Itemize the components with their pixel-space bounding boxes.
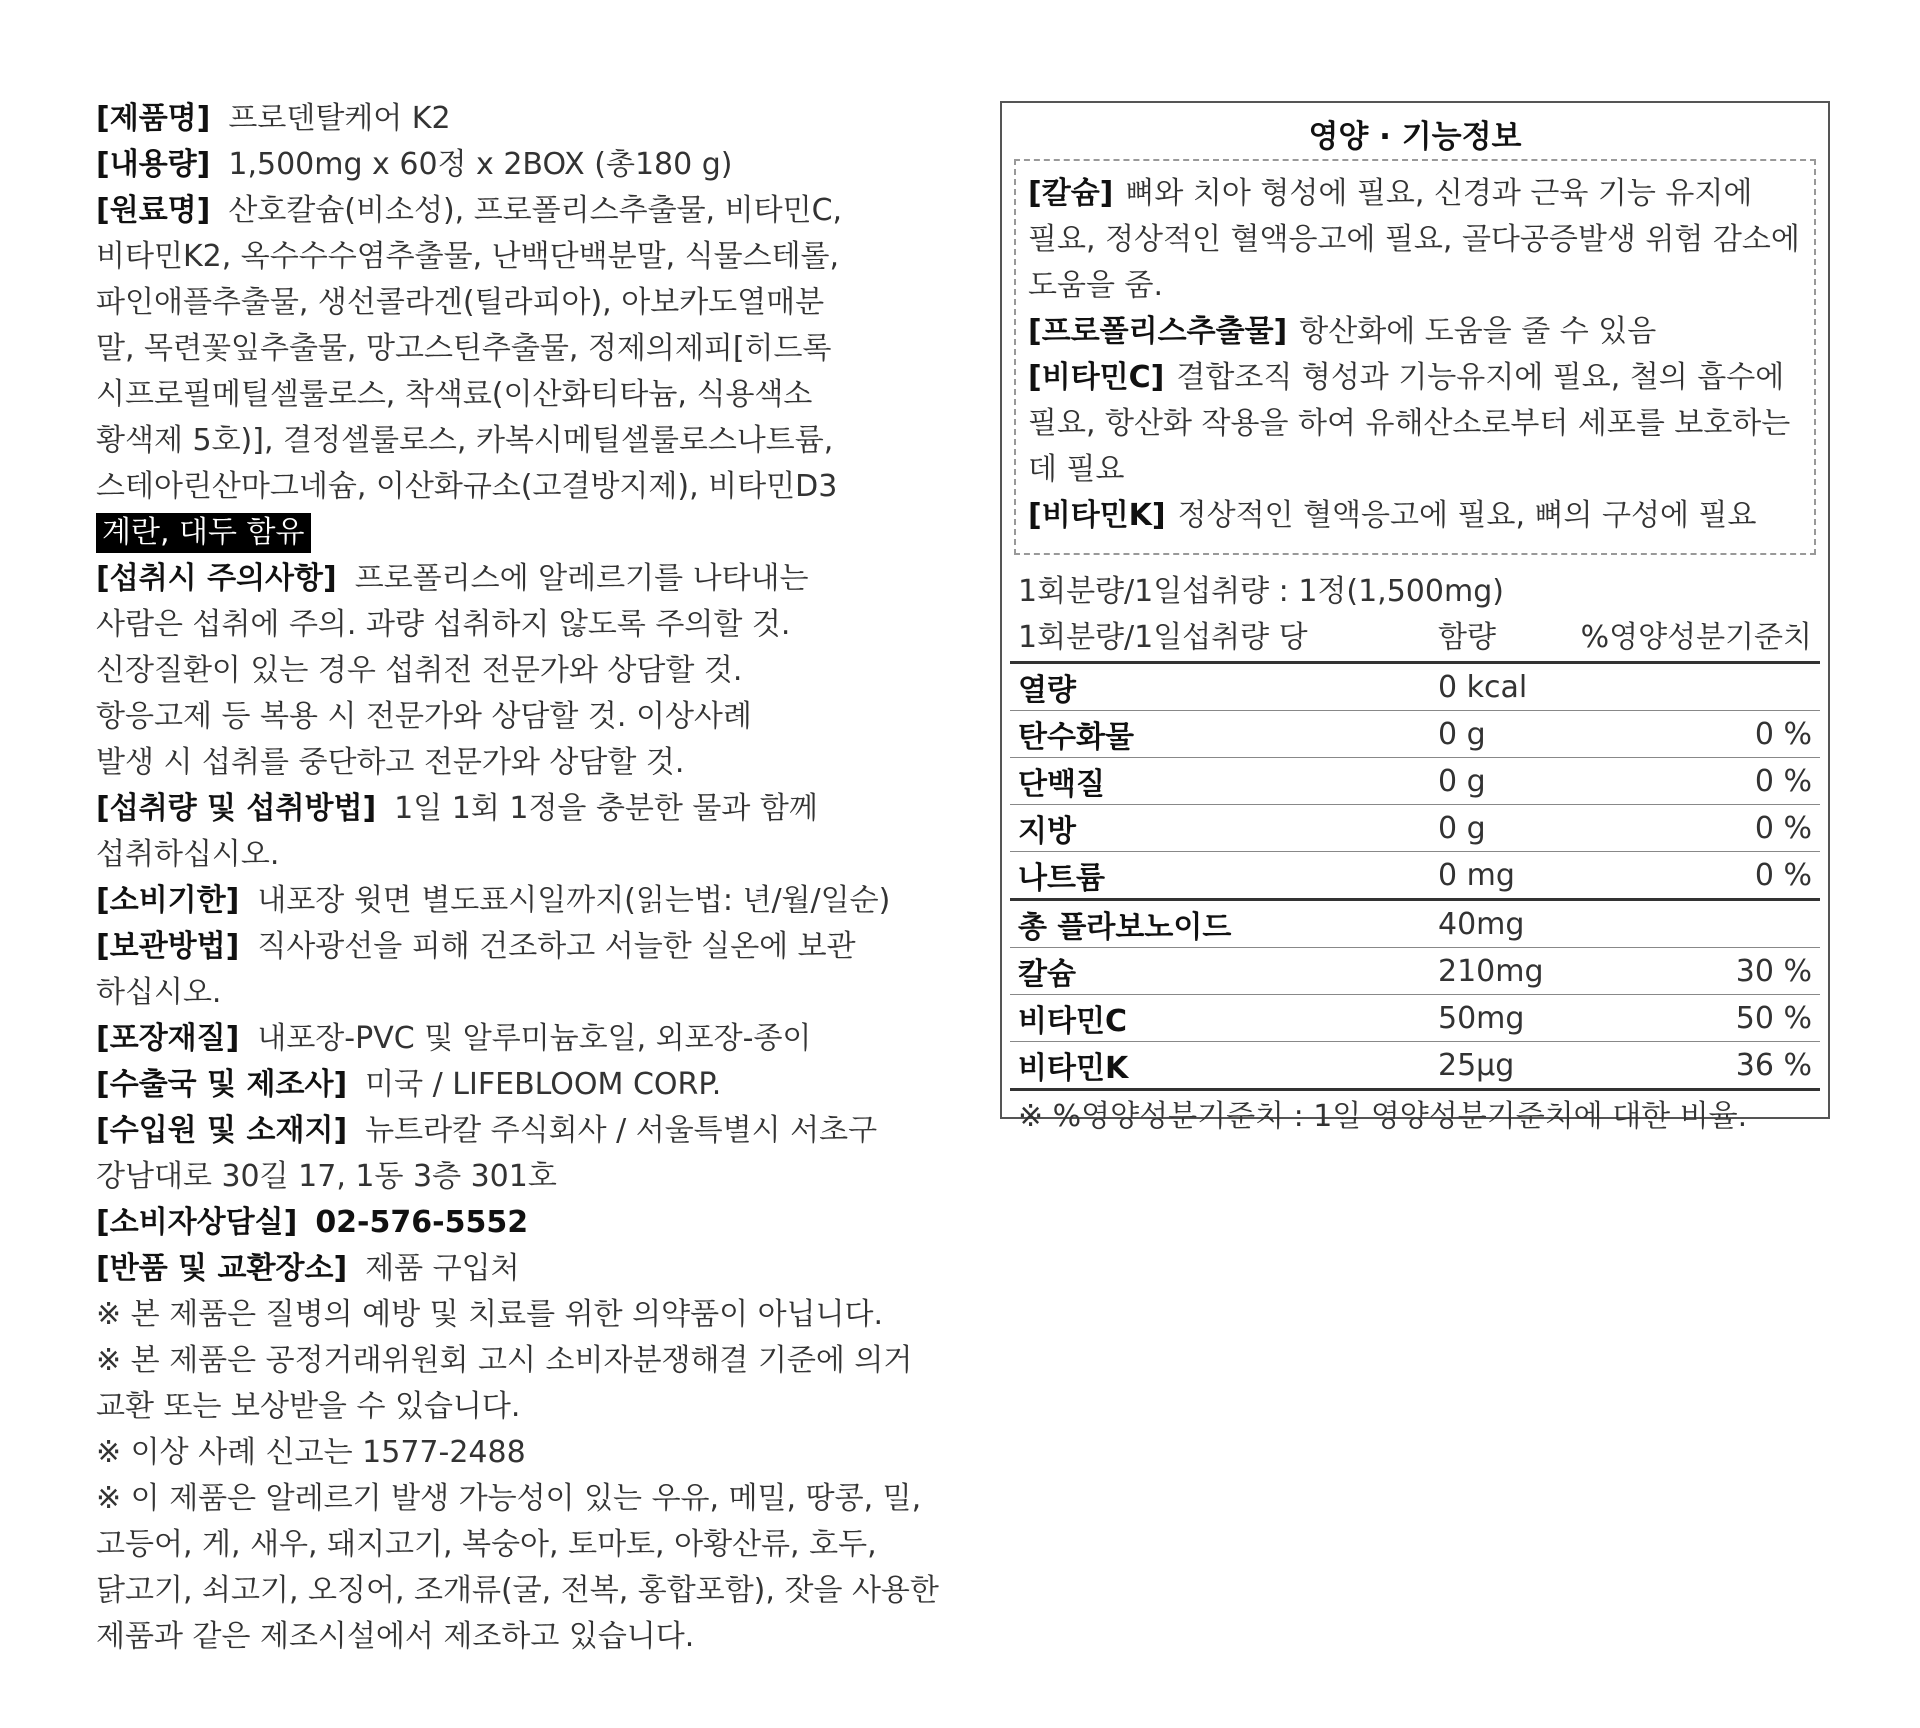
vitk-function-line bbox=[1028, 493, 1802, 539]
nutrition-row-sodium bbox=[1010, 852, 1820, 901]
note-dispute-2: 교환 또는 보상받을 수 있습니다. bbox=[96, 1389, 521, 1424]
importer-line-1 bbox=[96, 1108, 966, 1154]
ingredients-line-3: 파인애플추출물, 생선콜라겐(틸라피아), 아보카도열매분 bbox=[96, 285, 825, 320]
dosage-text: 1일 1회 1정을 충분한 물과 함께 bbox=[394, 791, 818, 826]
nutrient-amount: 40mg bbox=[1438, 906, 1525, 942]
nutrient-percent: 36 % bbox=[1735, 1047, 1812, 1083]
storage-label: [보관방법] bbox=[96, 929, 240, 964]
expiry-value: 내포장 윗면 별도표시일까지(읽는법: 년/월/일순) bbox=[257, 883, 891, 918]
nutrient-amount: 0 g bbox=[1438, 810, 1486, 846]
ingredients-line-4: 말, 목련꽃잎추출물, 망고스틴추출물, 정제의제피[히드록 bbox=[96, 331, 832, 366]
vitc-function-label: [비타민C] bbox=[1028, 360, 1165, 395]
header-amount: 함량 bbox=[1438, 620, 1496, 655]
calcium-function-line-2: 필요, 정상적인 혈액응고에 필요, 골다공증발생 위험 감소에 bbox=[1028, 222, 1800, 257]
nutrition-row-vitamin-c bbox=[1010, 995, 1820, 1042]
nutrient-amount: 0 kcal bbox=[1438, 669, 1528, 705]
return-place-value: 제품 구입처 bbox=[365, 1251, 520, 1286]
nutrient-name: 열량 bbox=[1018, 673, 1076, 708]
product-info-section bbox=[96, 96, 966, 1660]
nutrient-name: 칼슘 bbox=[1018, 957, 1076, 992]
nutrition-info-box bbox=[1000, 101, 1830, 1134]
nutrition-row-flavonoid bbox=[1010, 901, 1820, 948]
ingredients-line-7: 스테아린산마그네슘, 이산화규소(고결방지제), 비타민D3 bbox=[96, 469, 838, 504]
product-name-line bbox=[96, 96, 966, 142]
consumer-center-line bbox=[96, 1200, 966, 1246]
nutrient-amount: 0 mg bbox=[1438, 857, 1515, 893]
note-allergen-1: ※ 이 제품은 알레르기 발생 가능성이 있는 우유, 메밀, 땅콩, 밀, bbox=[96, 1481, 922, 1516]
nutrition-row-carbohydrate bbox=[1010, 711, 1820, 758]
caution-label: [섭취시 주의사항] bbox=[96, 561, 337, 596]
nutrition-table-header bbox=[1018, 615, 1812, 661]
manufacturer-line bbox=[96, 1062, 966, 1108]
packaging-value: 내포장-PVC 및 알루미늄호일, 외포장-종이 bbox=[257, 1021, 812, 1056]
propolis-function-text: 항산화에 도움을 줄 수 있음 bbox=[1299, 314, 1657, 349]
caution-line-1 bbox=[96, 556, 966, 602]
calcium-function-line-1 bbox=[1028, 171, 1802, 217]
functional-info-panel bbox=[1014, 159, 1816, 555]
consumer-center-phone: 02-576-5552 bbox=[315, 1205, 529, 1240]
nutrient-percent: 30 % bbox=[1735, 953, 1812, 989]
nutrient-percent: 50 % bbox=[1735, 1000, 1812, 1036]
caution-line-4: 항응고제 등 복용 시 전문가와 상담할 것. 이상사례 bbox=[96, 699, 752, 734]
manufacturer-value: 미국 / LIFEBLOOM CORP. bbox=[365, 1067, 722, 1102]
caution-text: 프로폴리스에 알레르기를 나타내는 bbox=[354, 561, 809, 596]
nutrition-row-vitamin-k bbox=[1010, 1042, 1820, 1091]
content-line bbox=[96, 142, 966, 188]
nutrition-row-calcium bbox=[1010, 948, 1820, 995]
note-dispute-1: ※ 본 제품은 공정거래위원회 고시 소비자분쟁해결 기준에 의거 bbox=[96, 1343, 913, 1378]
nutrient-name: 탄수화물 bbox=[1018, 720, 1134, 755]
ingredients-line-6: 황색제 5호)], 결정셀룰로스, 카복시메틸셀룰로스나트륨, bbox=[96, 423, 834, 458]
calcium-function-line-3: 도움을 줌. bbox=[1028, 268, 1163, 303]
packaging-label: [포장재질] bbox=[96, 1021, 240, 1056]
expiry-line bbox=[96, 878, 966, 924]
nutrition-table bbox=[1010, 661, 1820, 1091]
vitc-function-text: 결합조직 형성과 기능유지에 필요, 철의 흡수에 bbox=[1176, 360, 1785, 395]
vitk-function-label: [비타민K] bbox=[1028, 498, 1166, 533]
ingredients-label: [원료명] bbox=[96, 193, 211, 228]
storage-line-1 bbox=[96, 924, 966, 970]
nutrition-row-calories bbox=[1010, 664, 1820, 711]
note-allergen-4: 제품과 같은 제조시설에서 제조하고 있습니다. bbox=[96, 1619, 695, 1654]
vitc-function-line-3: 데 필요 bbox=[1028, 452, 1125, 487]
nutrient-name: 지방 bbox=[1018, 814, 1076, 849]
content-value: 1,500mg x 60정 x 2BOX (총180 g) bbox=[228, 147, 733, 182]
vitk-function-text: 정상적인 혈액응고에 필요, 뼈의 구성에 필요 bbox=[1177, 498, 1757, 533]
importer-label: [수입원 및 소재지] bbox=[96, 1113, 348, 1148]
daily-value-footnote: ※ %영양성분기준치 : 1일 영양성분기준치에 대한 비율. bbox=[1018, 1099, 1748, 1134]
manufacturer-label: [수출국 및 제조사] bbox=[96, 1067, 348, 1102]
ingredients-line-1 bbox=[96, 188, 966, 234]
storage-text: 직사광선을 피해 건조하고 서늘한 실온에 보관 bbox=[257, 929, 856, 964]
nutrient-amount: 210mg bbox=[1438, 953, 1544, 989]
packaging-line bbox=[96, 1016, 966, 1062]
allergen-line bbox=[96, 510, 966, 556]
propolis-function-label: [프로폴리스추출물] bbox=[1028, 314, 1288, 349]
note-not-medicine: ※ 본 제품은 질병의 예방 및 치료를 위한 의약품이 아닙니다. bbox=[96, 1297, 884, 1332]
nutrient-amount: 25μg bbox=[1438, 1047, 1515, 1083]
dosage-line-1 bbox=[96, 786, 966, 832]
ingredients-text: 산호칼슘(비소성), 프로폴리스추출물, 비타민C, bbox=[228, 193, 843, 228]
nutrient-percent: 0 % bbox=[1754, 810, 1812, 846]
nutrient-percent: 0 % bbox=[1754, 716, 1812, 752]
nutrient-percent: 0 % bbox=[1754, 763, 1812, 799]
calcium-function-label: [칼슘] bbox=[1028, 176, 1114, 211]
nutrient-percent: 0 % bbox=[1754, 857, 1812, 893]
dosage-line-2: 섭취하십시오. bbox=[96, 837, 280, 872]
allergen-badge: 계란, 대두 함유 bbox=[96, 513, 311, 553]
calcium-function-text: 뼈와 치아 형성에 필요, 신경과 근육 기능 유지에 bbox=[1125, 176, 1753, 211]
nutrient-name: 비타민K bbox=[1018, 1051, 1129, 1086]
product-name-label: [제품명] bbox=[96, 101, 211, 136]
importer-line-2: 강남대로 30길 17, 1동 3층 301호 bbox=[96, 1159, 557, 1194]
storage-line-2: 하십시오. bbox=[96, 975, 222, 1010]
nutrient-name: 비타민C bbox=[1018, 1004, 1127, 1039]
importer-text: 뉴트라칼 주식회사 / 서울특별시 서초구 bbox=[365, 1113, 878, 1148]
nutrient-amount: 50mg bbox=[1438, 1000, 1525, 1036]
product-name-value: 프로덴탈케어 K2 bbox=[228, 101, 451, 136]
vitc-function-line-1 bbox=[1028, 355, 1802, 401]
return-place-label: [반품 및 교환장소] bbox=[96, 1251, 348, 1286]
ingredients-line-2: 비타민K2, 옥수수수염추출물, 난백단백분말, 식물스테롤, bbox=[96, 239, 840, 274]
caution-line-5: 발생 시 섭취를 중단하고 전문가와 상담할 것. bbox=[96, 745, 685, 780]
serving-size: 1회분량/1일섭취량 : 1정(1,500mg) bbox=[1018, 574, 1504, 609]
note-adverse-report: ※ 이상 사례 신고는 1577-2488 bbox=[96, 1435, 526, 1470]
nutrition-box-title: 영양 · 기능정보 bbox=[1308, 119, 1522, 155]
header-daily-value: %영양성분기준치 bbox=[1580, 620, 1812, 655]
nutrient-name: 나트륨 bbox=[1018, 861, 1105, 896]
nutrition-row-fat bbox=[1010, 805, 1820, 852]
nutrient-name: 총 플라보노이드 bbox=[1018, 910, 1232, 945]
propolis-function-line bbox=[1028, 309, 1802, 355]
nutrient-name: 단백질 bbox=[1018, 767, 1105, 802]
vitc-function-line-2: 필요, 항산화 작용을 하여 유해산소로부터 세포를 보호하는 bbox=[1028, 406, 1791, 441]
nutrient-amount: 0 g bbox=[1438, 716, 1486, 752]
header-per-serving: 1회분량/1일섭취량 당 bbox=[1018, 620, 1308, 655]
note-allergen-2: 고등어, 게, 새우, 돼지고기, 복숭아, 토마토, 아황산류, 호두, bbox=[96, 1527, 877, 1562]
dosage-label: [섭취량 및 섭취방법] bbox=[96, 791, 377, 826]
expiry-label: [소비기한] bbox=[96, 883, 240, 918]
nutrient-amount: 0 g bbox=[1438, 763, 1486, 799]
caution-line-2: 사람은 섭취에 주의. 과량 섭취하지 않도록 주의할 것. bbox=[96, 607, 791, 642]
consumer-center-label: [소비자상담실] bbox=[96, 1205, 298, 1240]
ingredients-line-5: 시프로필메틸셀룰로스, 착색료(이산화티타늄, 식용색소 bbox=[96, 377, 813, 412]
serving-info bbox=[1018, 569, 1812, 661]
note-allergen-3: 닭고기, 쇠고기, 오징어, 조개류(굴, 전복, 홍합포함), 잣을 사용한 bbox=[96, 1573, 939, 1608]
nutrition-row-protein bbox=[1010, 758, 1820, 805]
content-label: [내용량] bbox=[96, 147, 211, 182]
return-place-line bbox=[96, 1246, 966, 1292]
caution-line-3: 신장질환이 있는 경우 섭취전 전문가와 상담할 것. bbox=[96, 653, 743, 688]
